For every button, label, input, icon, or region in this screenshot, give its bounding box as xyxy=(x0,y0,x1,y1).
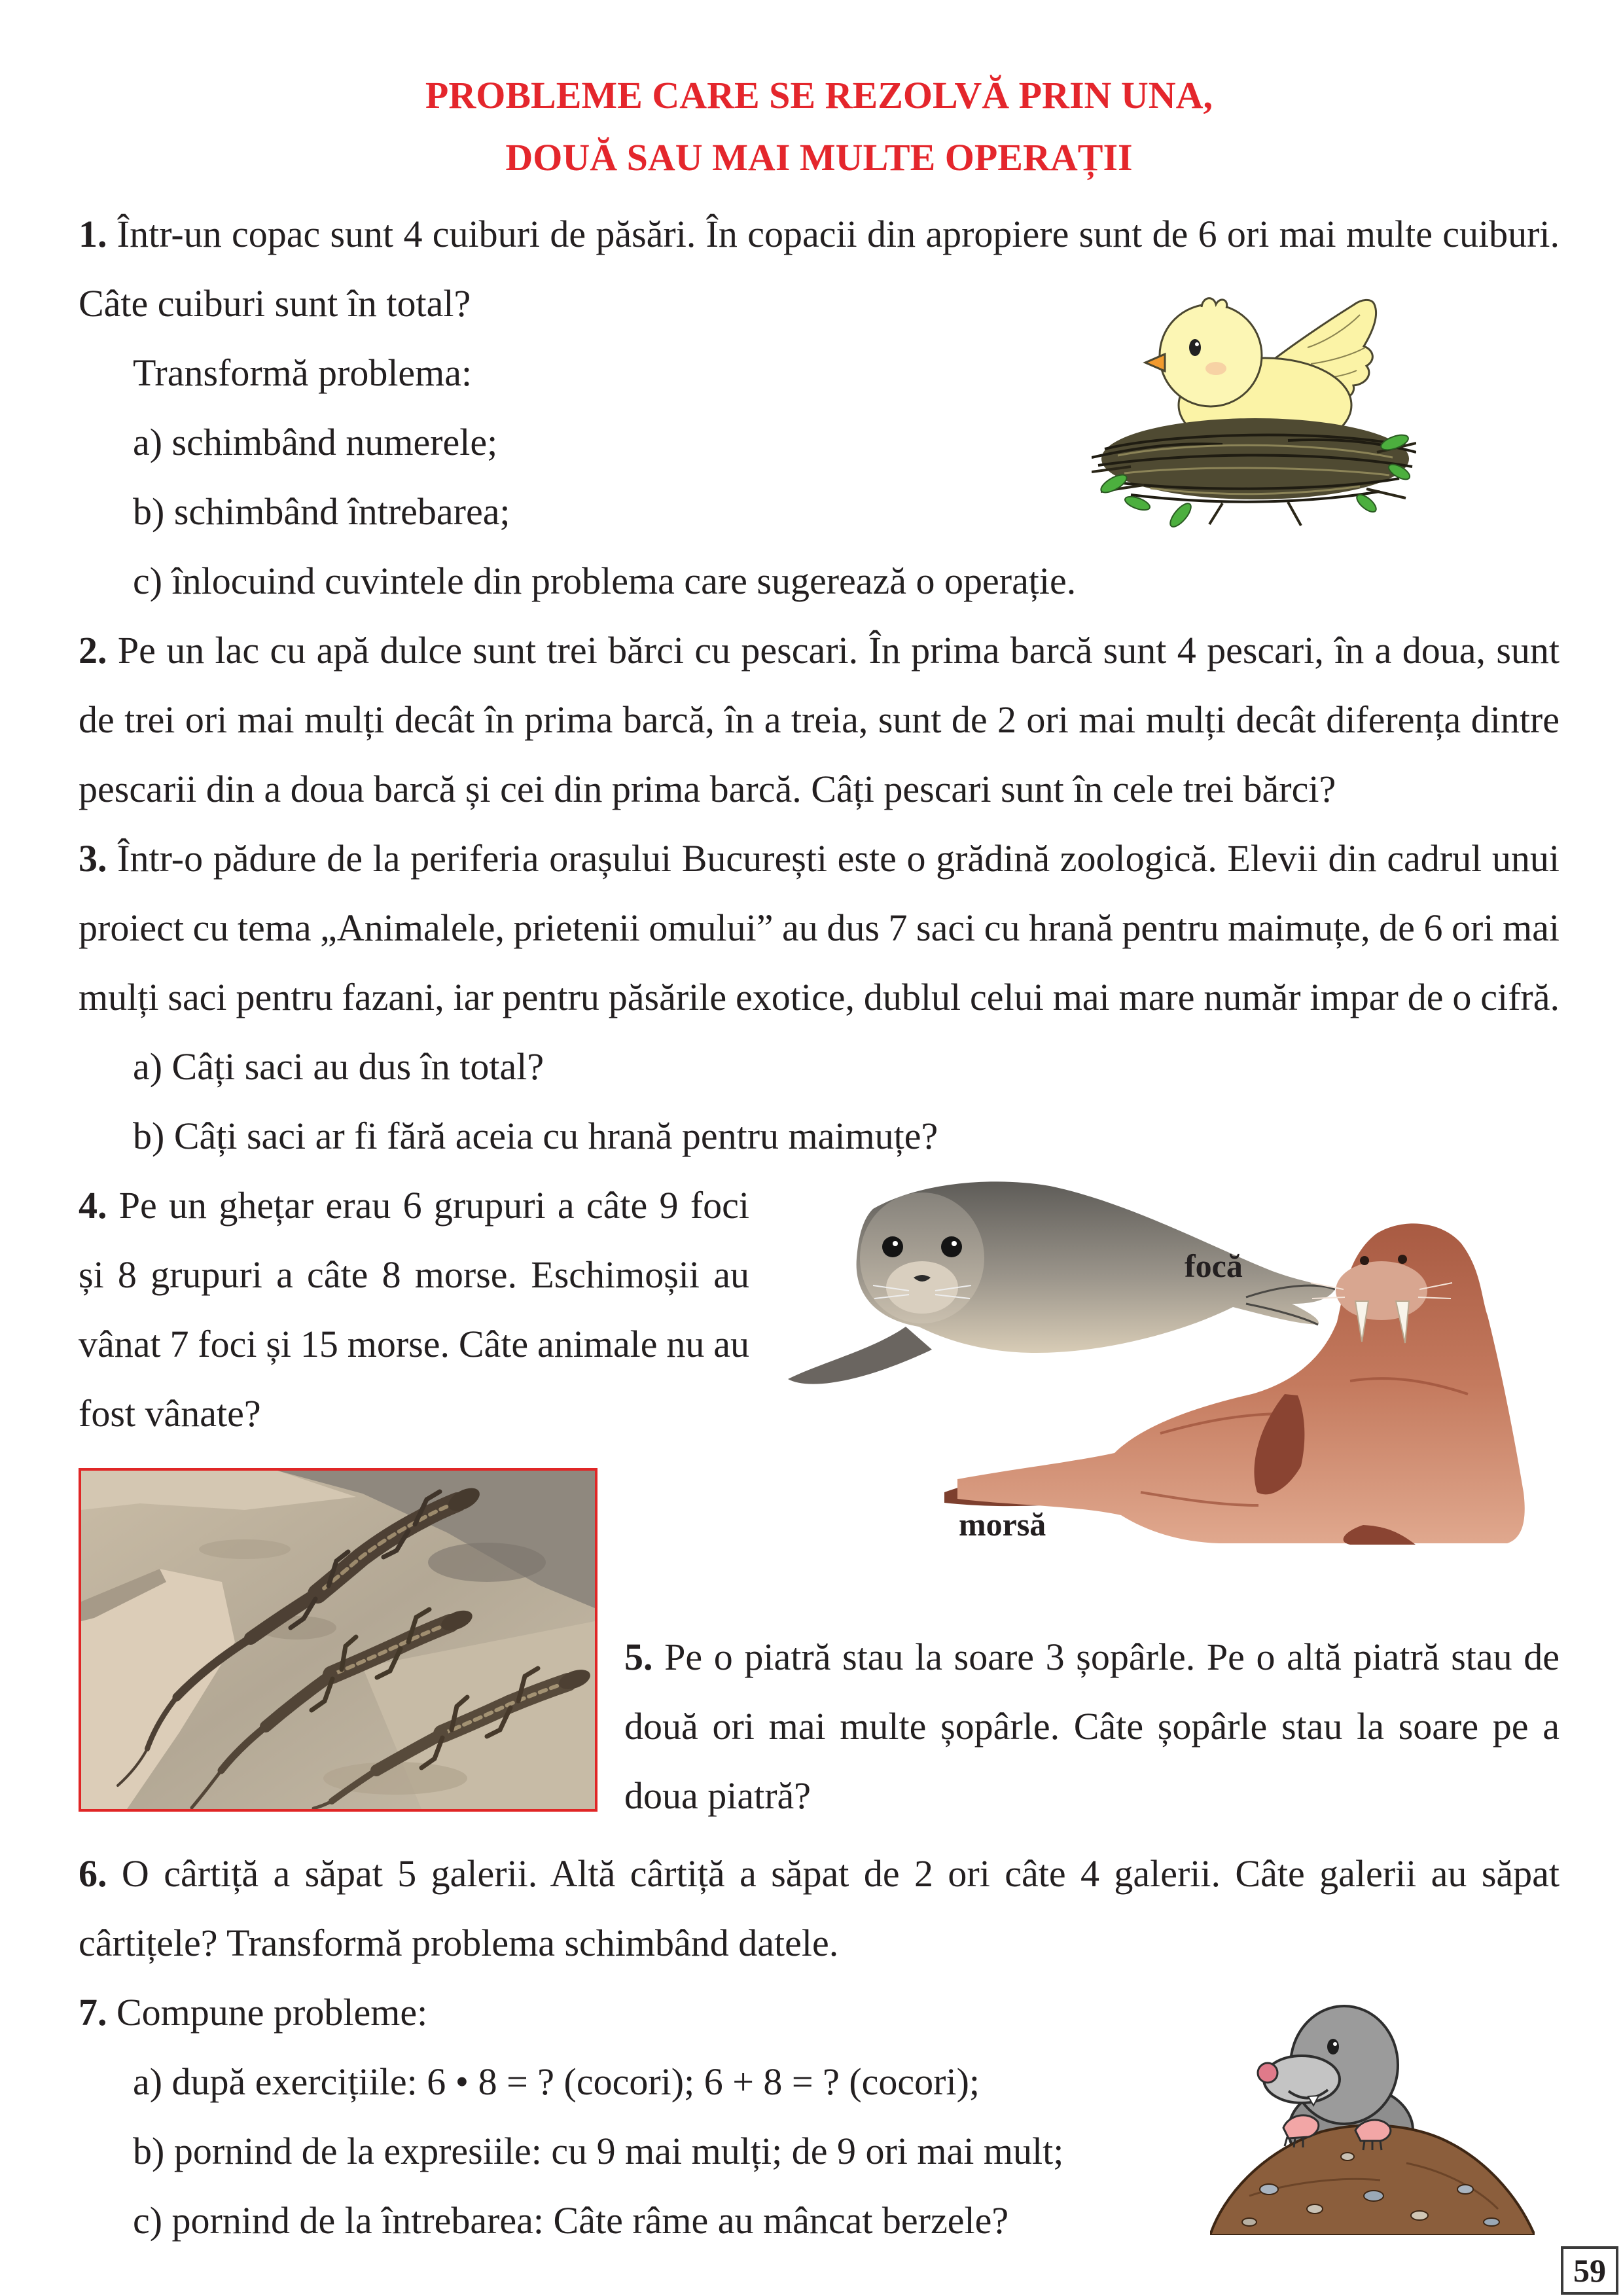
title-line-1: PROBLEME CARE SE REZOLVĂ PRIN UNA, xyxy=(425,74,1213,117)
problem-1-subitem-c: c) înlocuind cuvintele din problema care sugerează o operație. xyxy=(133,560,1077,602)
problem-3-line-3: mulți saci pentru fazani, iar pentru păsările exotice, dublul celui mai mare număr impar de o cifră. xyxy=(79,976,1560,1018)
problem-5-line-1 xyxy=(624,1623,1560,1692)
problem-4-line-4: fost vânate? xyxy=(79,1392,261,1435)
seal-label: focă xyxy=(1185,1247,1243,1284)
problem-1-subitem-b: b) schimbând întrebarea; xyxy=(133,490,510,533)
problem-number: 6. xyxy=(79,1852,107,1895)
problem-text: Într-un copac sunt 4 cuiburi de păsări. În copacii din apropiere sunt de 6 ori mai multe cuiburi. xyxy=(116,213,1560,255)
problem-1-prompt: Transformă problema: xyxy=(133,351,473,394)
problem-5-line-2: două ori mai multe șopârle. Câte șopârle stau la soare pe a xyxy=(624,1705,1560,1748)
problem-5 xyxy=(624,1623,1560,1831)
problem-3-line-2: proiect cu tema „Animalele, prietenii omului” au dus 7 saci cu hrană pentru maimuțe, de 6 ori mai xyxy=(79,906,1560,949)
problem-number: 7. xyxy=(79,1991,107,2034)
problem-4-line-3: vânat 7 foci și 15 morse. Câte animale nu au xyxy=(79,1323,749,1365)
problem-number: 3. xyxy=(79,837,107,880)
problem-2-line-2: de trei ori mai mulți decât în prima barcă, în a treia, sunt de 2 ori mai mulți decât diferența dintre xyxy=(79,698,1560,741)
page-title xyxy=(79,64,1560,188)
problem-1-line-1 xyxy=(79,200,1560,269)
walrus-label: morsă xyxy=(959,1506,1046,1543)
problem-text: Pe o piatră stau la soare 3 șopârle. Pe o altă piatră stau de xyxy=(664,1636,1560,1678)
problem-text: Într-o pădure de la periferia orașului București este o grădină zoologică. Elevii din cadrul unui xyxy=(117,837,1560,880)
problem-4 xyxy=(79,1171,749,1448)
problem-3-line-1 xyxy=(79,824,1560,893)
problem-2-line-1 xyxy=(79,616,1560,685)
problem-7-subitem-b: b) pornind de la expresiile: cu 9 mai mulți; de 9 ori mai mult; xyxy=(133,2130,1064,2172)
problem-7-subitem-a: a) după exercițiile: 6 • 8 = ? (cocori); 6 + 8 = ? (cocori); xyxy=(133,2060,980,2103)
problem-number: 2. xyxy=(79,629,107,672)
problem-6-line-2: cârtițele? Transformă problema schimbând datele. xyxy=(79,1922,839,1964)
problem-text: Pe un lac cu apă dulce sunt trei bărci cu pescari. În prima barcă sunt 4 pescari, în a doua, sunt xyxy=(117,629,1560,672)
problem-number: 4. xyxy=(79,1184,107,1227)
page-number: 59 xyxy=(1561,2246,1618,2295)
problem-3-subitem-b: b) Câți saci ar fi fără aceia cu hrană pentru maimuțe? xyxy=(133,1115,938,1157)
problem-2-line-3: pescarii din a doua barcă și cei din prima barcă. Câți pescari sunt în cele trei bărci? xyxy=(79,768,1336,810)
chick-in-nest-icon xyxy=(1092,295,1416,531)
mole-in-molehill-icon xyxy=(1210,2000,1535,2235)
problem-1-subitem-a: a) schimbând numerele; xyxy=(133,421,498,463)
problem-4-line-2: și 8 grupuri a câte 8 morse. Eschimoșii au xyxy=(79,1253,749,1296)
problem-3-subitem-a: a) Câți saci au dus în total? xyxy=(133,1045,544,1088)
problem-4-line-1 xyxy=(79,1171,749,1240)
problem-number: 5. xyxy=(624,1636,653,1678)
problem-text: Compune probleme: xyxy=(116,1991,428,2034)
lizards-photo-frame xyxy=(79,1468,597,1812)
title-line-2: DOUĂ SAU MAI MULTE OPERAȚII xyxy=(505,136,1133,179)
lizards-on-rock-photo xyxy=(81,1471,595,1809)
problem-number: 1. xyxy=(79,213,107,255)
problem-5-line-3: doua piatră? xyxy=(624,1774,812,1817)
problem-7-subitem-c: c) pornind de la întrebarea: Câte râme au mâncat berzele? xyxy=(133,2199,1009,2242)
problem-text: Pe un ghețar erau 6 grupuri a câte 9 foci xyxy=(118,1184,750,1227)
problem-1-line-2: Câte cuiburi sunt în total? xyxy=(79,282,471,325)
problem-6-line-1 xyxy=(79,1839,1560,1909)
problem-text: O cârtiță a săpat 5 galerii. Altă cârtiță a săpat de 2 ori câte 4 galerii. Câte galerii au săpat xyxy=(121,1852,1560,1895)
